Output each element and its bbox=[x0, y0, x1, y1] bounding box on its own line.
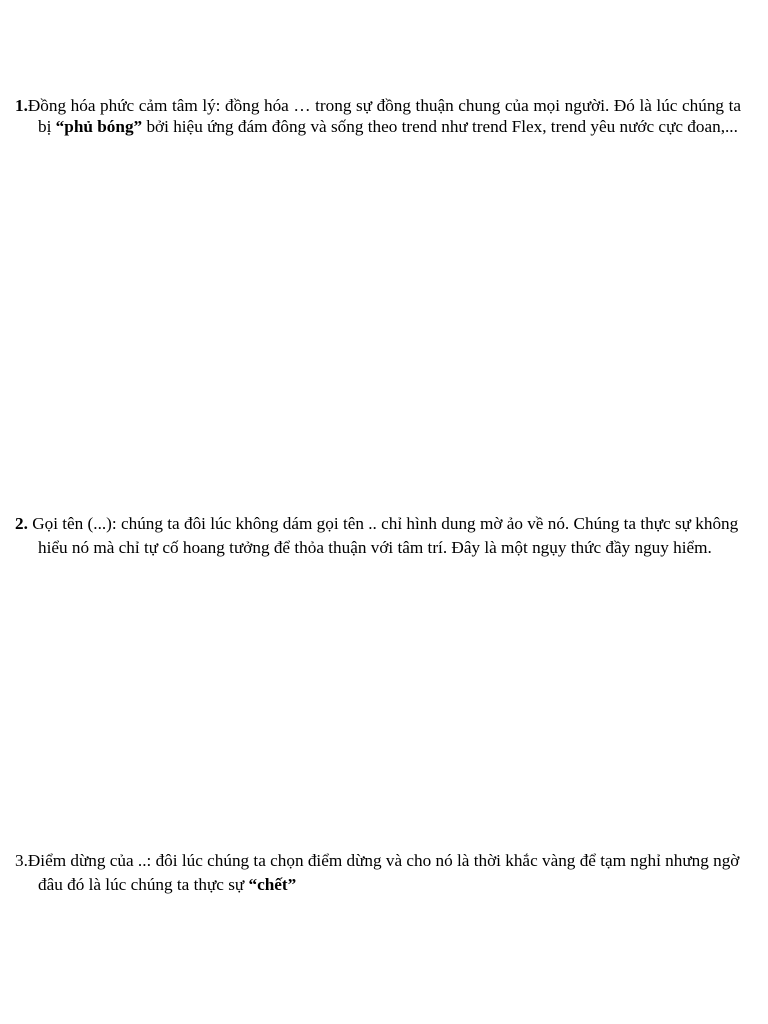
paragraph-1-text bbox=[15, 95, 741, 137]
paragraph-text: bởi hiệu ứng đám đông và sống theo trend như trend Flex, trend yêu nước cực đoan,... bbox=[142, 117, 738, 136]
emphasis-text: “phủ bóng” bbox=[55, 117, 143, 136]
paragraph-1 bbox=[15, 95, 741, 137]
item-number: 2. bbox=[15, 514, 28, 533]
item-number: 1. bbox=[15, 96, 28, 115]
paragraph-2 bbox=[15, 512, 741, 560]
paragraph-2-text bbox=[15, 512, 741, 560]
paragraph-text: Đồng hóa phức cảm tâm lý: đồng hóa … trong sự đồng thuận chung của mọi người. Đó là lúc chúng ta bị bbox=[27, 96, 741, 136]
paragraph-3-text bbox=[15, 849, 755, 897]
paragraph-text: Gọi tên (...): chúng ta đôi lúc không dám gọi tên .. chỉ hình dung mờ ảo về nó. Chúng ta thực sự không hiểu nó mà chỉ tự cố hoang tưởng để thỏa thuận với tâm trí. Đây là một ngụy thức đầy nguy hiểm. bbox=[27, 514, 739, 557]
paragraph-text: 3.Điểm dừng của ..: đôi lúc chúng ta chọn điểm dừng và cho nó là thời khắc vàng để tạm nghỉ nhưng ngờ đâu đó là lúc chúng ta thực sự bbox=[15, 851, 740, 894]
paragraph-3 bbox=[15, 849, 755, 897]
emphasis-text: “chết” bbox=[248, 875, 297, 894]
